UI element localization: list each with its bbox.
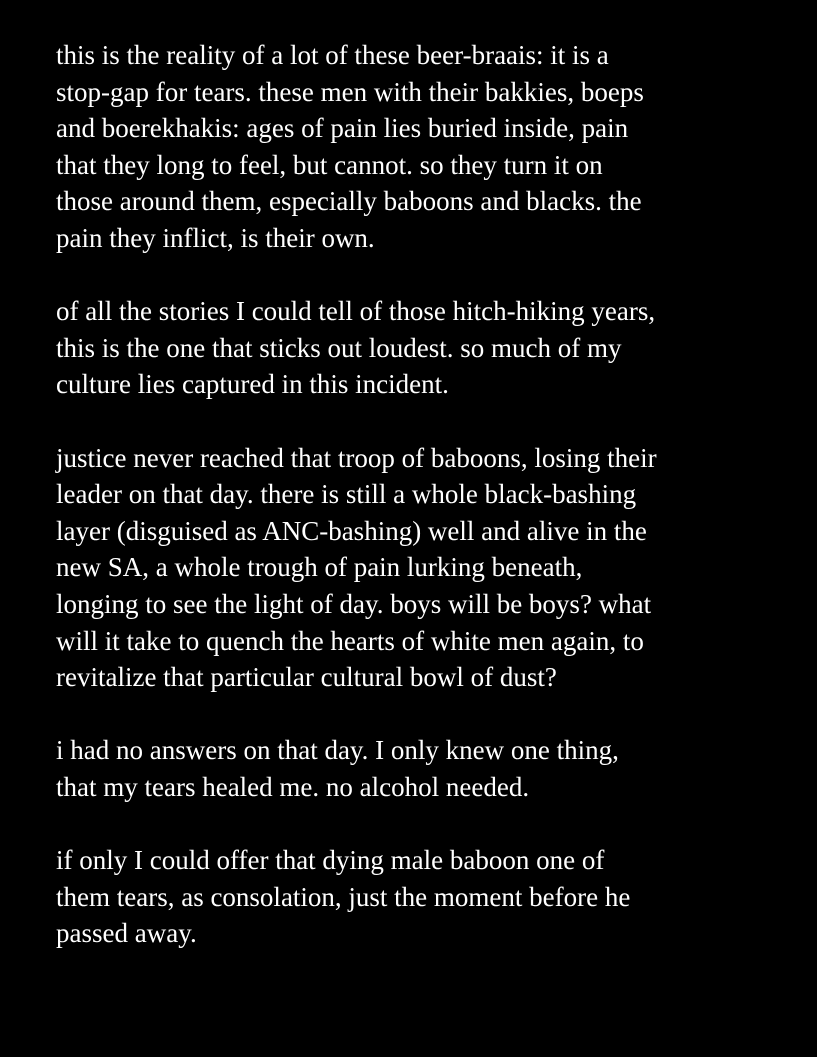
text-line: justice never reached that troop of baboons, losing their: [56, 442, 657, 473]
text-line: that they long to feel, but cannot. so they turn it on: [56, 149, 603, 180]
text-line: longing to see the light of day. boys will be boys? what: [56, 588, 652, 619]
paragraph: [56, 37, 801, 257]
text-line: that my tears healed me. no alcohol needed.: [56, 771, 530, 802]
text-line: those around them, especially baboons and blacks. the: [56, 186, 642, 217]
paragraph: [56, 842, 801, 952]
text-line: stop-gap for tears. these men with their bakkies, boeps: [56, 76, 644, 107]
text-line: of all the stories I could tell of those hitch-hiking years,: [56, 296, 656, 327]
text-line: i had no answers on that day. I only knew one thing,: [56, 735, 619, 766]
document-body: [56, 37, 801, 952]
text-line: pain they inflict, is their own.: [56, 222, 375, 253]
text-line: culture lies captured in this incident.: [56, 369, 449, 400]
text-line: will it take to quench the hearts of white men again, to: [56, 625, 644, 656]
text-line: leader on that day. there is still a whole black-bashing: [56, 479, 637, 510]
text-line: new SA, a whole trough of pain lurking beneath,: [56, 552, 583, 583]
text-line: and boerekhakis: ages of pain lies buried inside, pain: [56, 113, 629, 144]
text-line: this is the reality of a lot of these beer-braais: it is a: [56, 40, 609, 70]
paragraph: [56, 293, 801, 403]
paragraph: [56, 732, 801, 805]
paragraph: [56, 440, 801, 696]
text-line: this is the one that sticks out loudest. so much of my: [56, 332, 622, 363]
text-line: layer (disguised as ANC-bashing) well and alive in the: [56, 515, 647, 546]
text-line: them tears, as consolation, just the moment before he: [56, 881, 631, 912]
text-line: if only I could offer that dying male baboon one of: [56, 845, 605, 876]
text-line: passed away.: [56, 918, 197, 949]
text-line: revitalize that particular cultural bowl of dust?: [56, 662, 557, 693]
